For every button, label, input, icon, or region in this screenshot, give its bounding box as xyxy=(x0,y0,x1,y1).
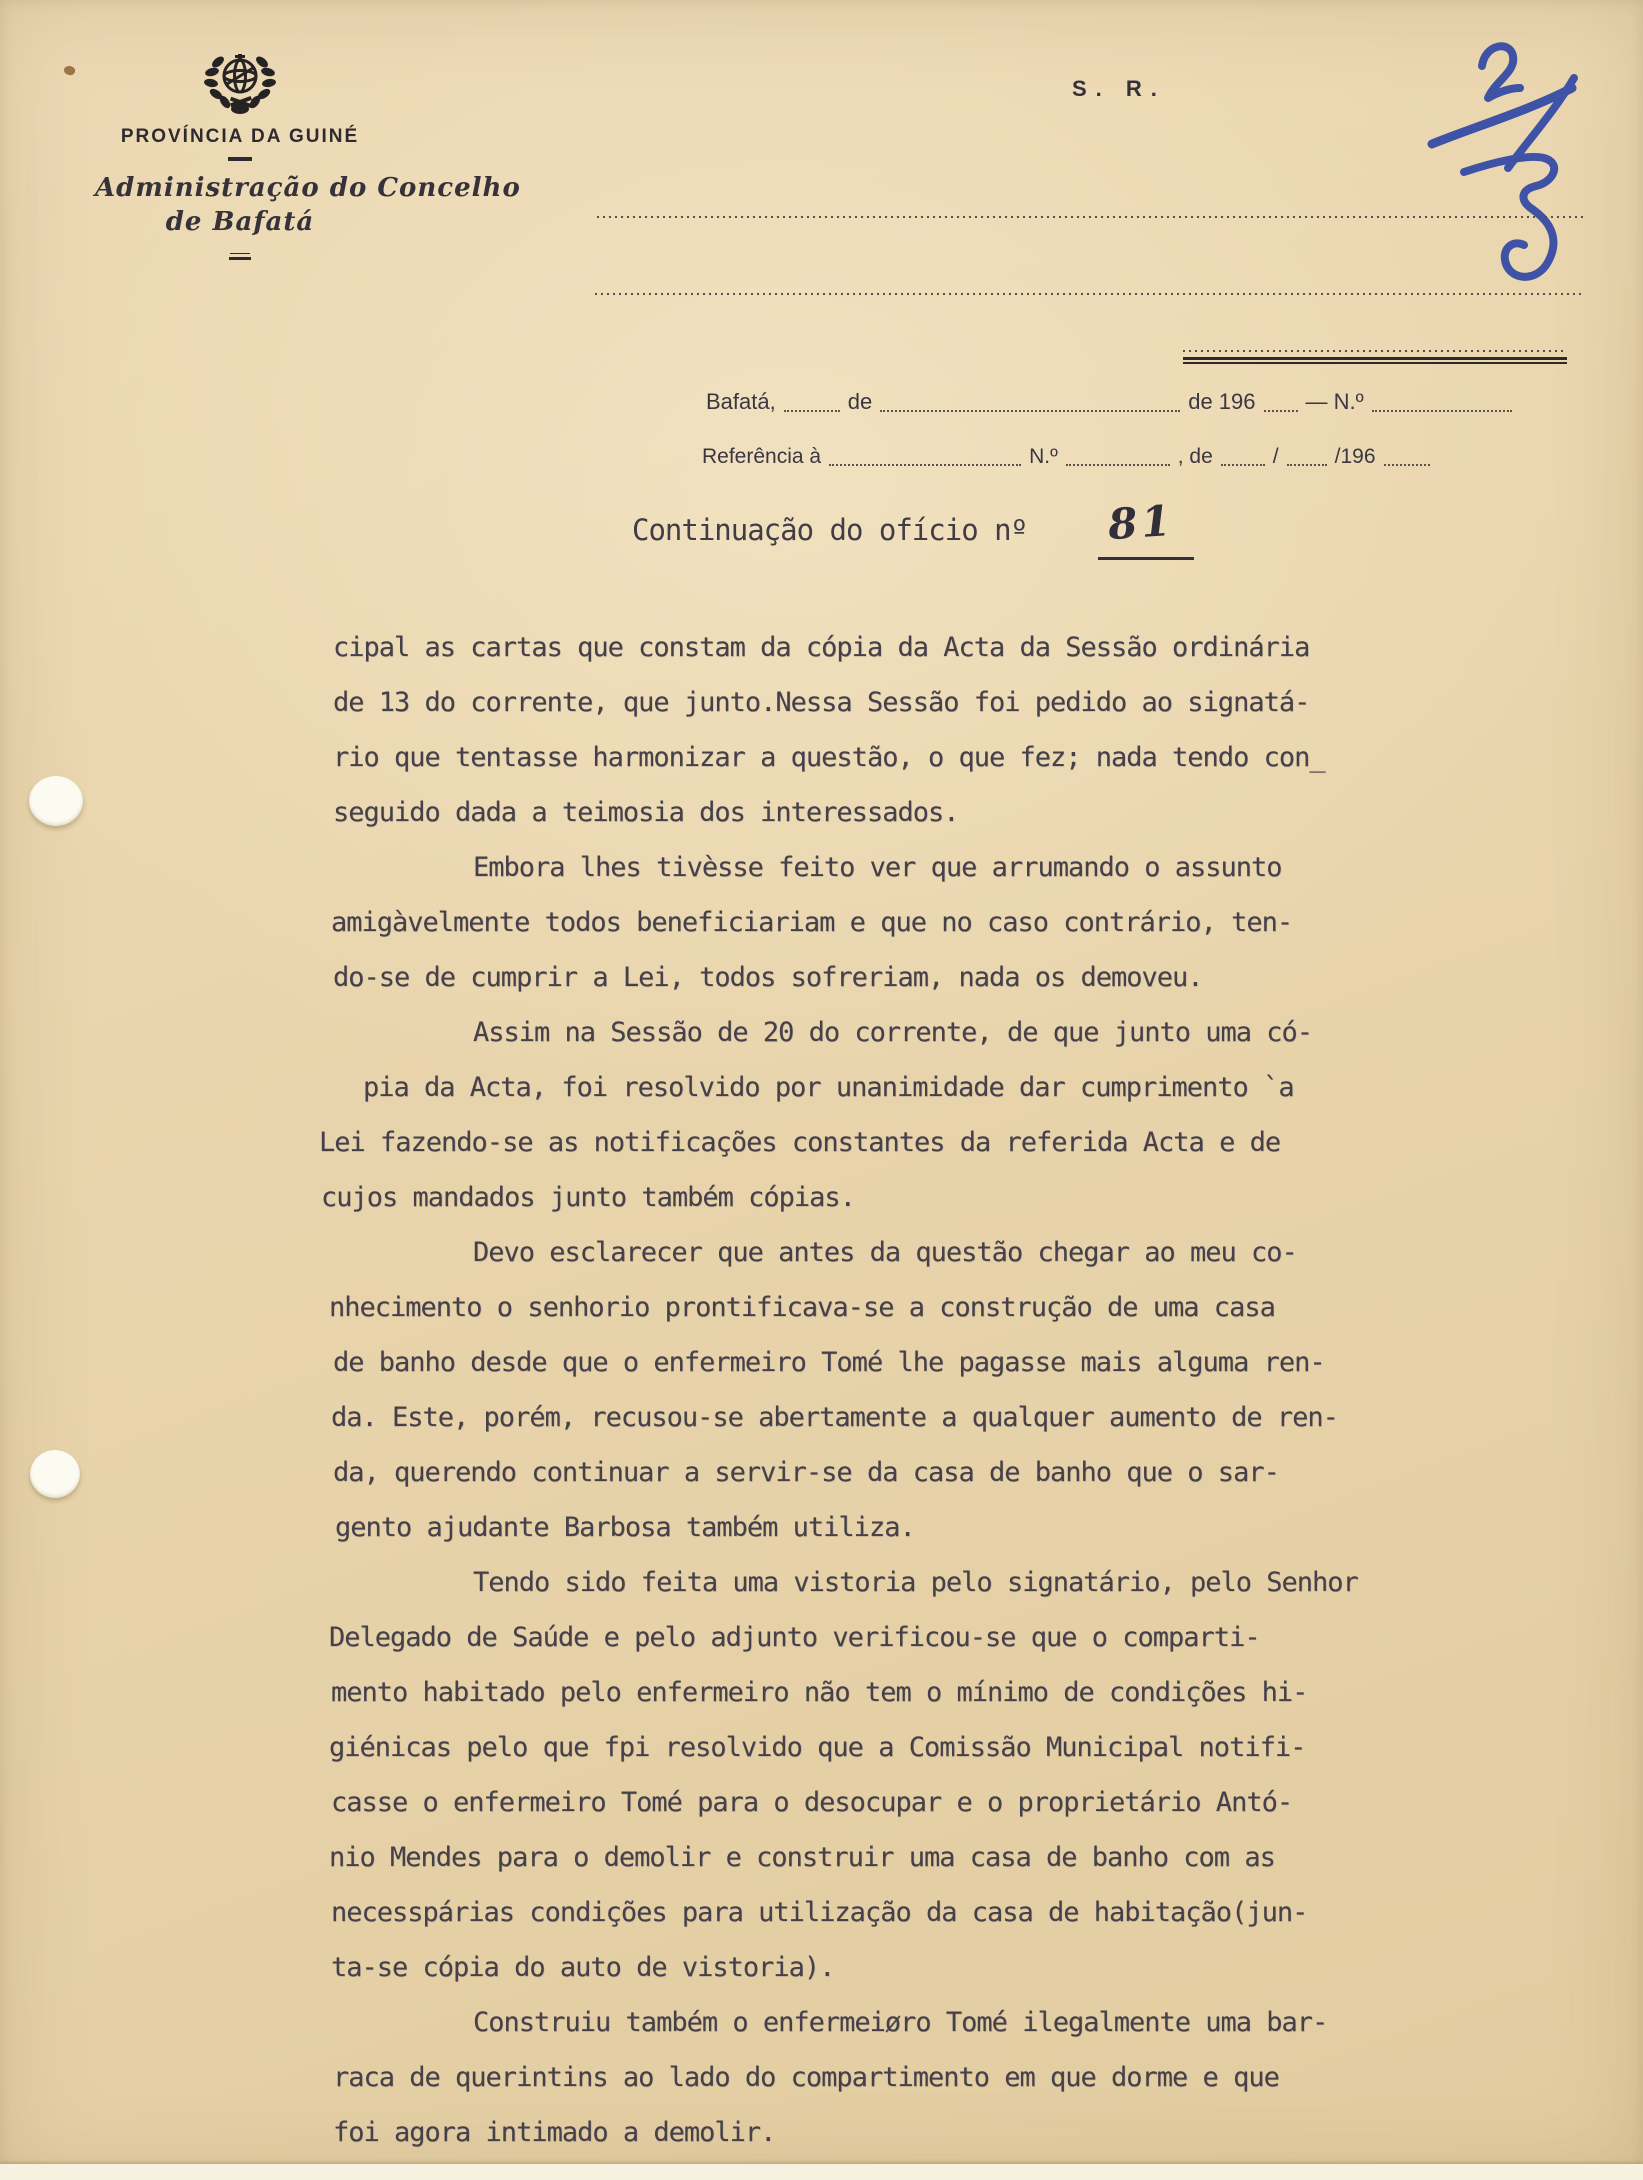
address-dotted-line-1 xyxy=(597,216,1587,218)
typed-line: foi agora intimado a demolir. xyxy=(333,2117,776,2148)
slash-1: / xyxy=(1272,445,1279,468)
typed-line: giénicas pelo que fpi resolvido que a Comissão Municipal notifi- xyxy=(329,1732,1306,1763)
typed-line: pia da Acta, foi resolvido por unanimidade dar cumprimento `a xyxy=(363,1072,1294,1103)
typed-line: cipal as cartas que constam da cópia da Acta da Sessão ordinária xyxy=(333,632,1310,663)
typed-line: mento habitado pelo enfermeiro não tem o mínimo de condições hi- xyxy=(331,1677,1308,1708)
number-thick-rule xyxy=(1183,357,1567,360)
typed-line: Delegado de Saúde e pelo adjunto verificou-se que o comparti- xyxy=(329,1622,1260,1653)
year-digit-field xyxy=(1264,386,1298,412)
typed-line: Embora lhes tivèsse feito ver que arrumando o assunto xyxy=(473,852,1282,883)
office-name-line2: de Bafatá xyxy=(165,207,315,237)
year-label: de 196 xyxy=(1188,389,1256,414)
typed-line: da. Este, porém, recusou-se abertamente a qualquer aumento de ren- xyxy=(331,1402,1338,1433)
handwritten-office-number: 81 xyxy=(1106,495,1177,550)
typed-line: Construiu também o enfermeiøro Tomé ilegalmente uma bar- xyxy=(473,2007,1328,2038)
typed-line: Devo esclarecer que antes da questão chegar ao meu co- xyxy=(473,1237,1297,1268)
typed-line: da, querendo continuar a servir-se da casa de banho que o sar- xyxy=(333,1457,1279,1488)
letterhead-end-divider xyxy=(229,257,251,260)
office-number-underline xyxy=(1098,557,1194,560)
de-label: de xyxy=(847,389,873,414)
typed-line: necesspárias condições para utilização da casa de habitação(jun- xyxy=(331,1897,1308,1928)
reference-no-label: N.º xyxy=(1029,445,1058,468)
place-label: Bafatá, xyxy=(706,389,776,414)
typed-line: Tendo sido feita uma vistoria pelo signatário, pelo Senhor xyxy=(473,1567,1358,1598)
scan-edge xyxy=(0,2164,1643,2180)
reference-field xyxy=(829,440,1021,466)
typed-line: rio que tentasse harmonizar a questão, o que fez; nada tendo con_ xyxy=(333,742,1325,773)
typed-line: gento ajudante Barbosa também utiliza. xyxy=(335,1512,915,1543)
office-name-line1: Administração do Concelho xyxy=(95,173,521,203)
slash-196: /196 xyxy=(1334,445,1376,468)
number-field xyxy=(1372,386,1512,412)
handwritten-page-mark xyxy=(1402,26,1612,326)
ref-year-field xyxy=(1384,440,1430,466)
dateline xyxy=(706,386,1520,415)
address-dotted-line-2 xyxy=(595,293,1583,295)
typed-line: Lei fazendo-se as notificações constantes da referida Acta e de xyxy=(319,1127,1281,1158)
letterhead xyxy=(95,42,521,260)
day-field xyxy=(784,386,840,412)
reference-de-label: , de xyxy=(1177,445,1213,468)
reference-label: Referência à xyxy=(702,445,822,468)
reference-no-field xyxy=(1066,440,1170,466)
typed-line: do-se de cumprir a Lei, todos sofreriam, nada os demoveu. xyxy=(333,962,1203,993)
punch-hole-top xyxy=(29,776,83,826)
month-field xyxy=(880,386,1180,412)
punch-hole-bottom xyxy=(30,1450,80,1498)
armillary-sphere-emblem xyxy=(194,42,286,120)
reference-line xyxy=(702,440,1438,469)
ref-day-field xyxy=(1221,440,1265,466)
ref-month-field xyxy=(1287,440,1327,466)
typed-line: Assim na Sessão de 20 do corrente, de que junto uma có- xyxy=(473,1017,1313,1048)
typed-line: raca de querintins ao lado do compartimento em que dorme e que xyxy=(333,2062,1279,2093)
body-text xyxy=(319,624,1463,2164)
subject-line: Continuação do ofício nº xyxy=(632,513,1028,547)
typed-line: amigàvelmente todos beneficiariam e que no caso contrário, ten- xyxy=(331,907,1293,938)
typed-line: nio Mendes para o demolir e construir uma casa de banho com as xyxy=(329,1842,1275,1873)
paper-speck xyxy=(63,64,77,77)
number-dotted-line xyxy=(1183,350,1567,352)
typed-line: cujos mandados junto também cópias. xyxy=(321,1182,855,1213)
province-title: PROVÍNCIA DA GUINÉ xyxy=(120,126,360,147)
typed-line: seguido dada a teimosia dos interessados. xyxy=(333,797,959,828)
typed-line: casse o enfermeiro Tomé para o desocupar e o proprietário Antó- xyxy=(331,1787,1293,1818)
classification-mark: S. R. xyxy=(1072,76,1166,101)
letterhead-divider xyxy=(228,157,252,161)
typed-line: nhecimento o senhorio prontificava-se a construção de uma casa xyxy=(329,1292,1275,1323)
number-thin-rule xyxy=(1183,362,1567,364)
typed-line: de 13 do corrente, que junto.Nessa Sessão foi pedido ao signatá- xyxy=(333,687,1310,718)
typed-line: ta-se cópia do auto de vistoria). xyxy=(331,1952,835,1983)
number-label: — N.º xyxy=(1305,389,1364,414)
number-rule-block xyxy=(1183,350,1567,364)
typed-line: de banho desde que o enfermeiro Tomé lhe pagasse mais alguma ren- xyxy=(333,1347,1325,1378)
